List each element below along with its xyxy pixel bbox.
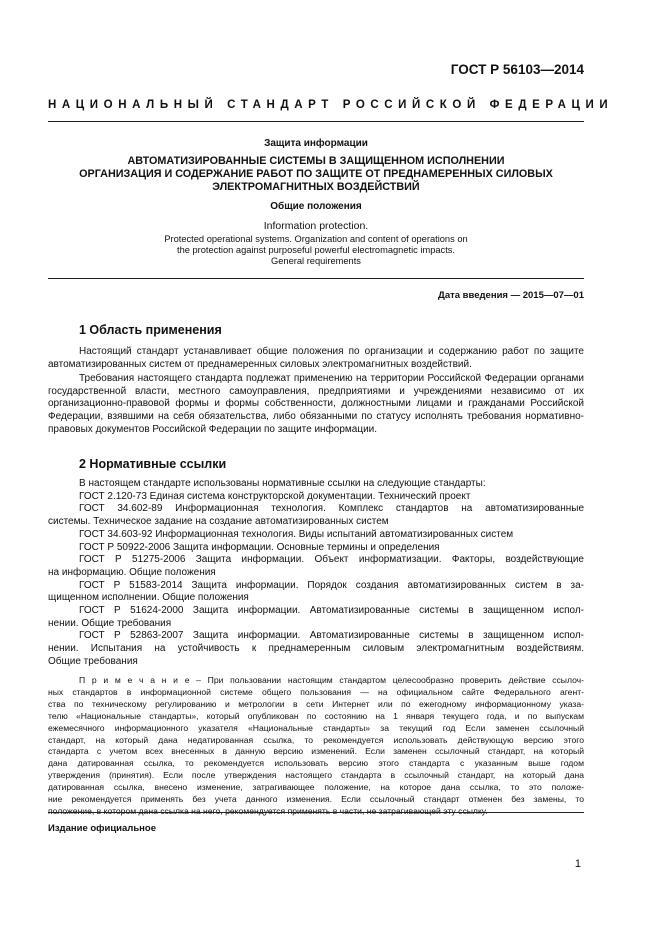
note-line: стандарта с учетом всех внесенных в данную версию изменений. Если заменен ссылочный стандарт, на который [48,746,584,757]
reference-line: Общие требования [48,655,138,667]
note-line: ства по техническому регулированию и метрологии в сети Интернет или по ежегодному информационному указа- [48,698,584,709]
reference-line: ГОСТ 2.120-73 Единая система конструкторской документации. Технический проект [79,490,471,502]
english-title-line-1: Information protection. [263,220,369,232]
note-line: датированная ссылка, внесено изменение, затрагивающее положение, на которое дана ссылка, то это положе- [48,782,584,793]
note-line: дана датированная ссылка, то рекомендуется использовать версию этого стандарта с указанным выше годом [48,758,584,769]
reference-line: нении. Общие требования [48,617,172,629]
reference-line: ГОСТ 34.603-92 Информационная технология. Виды испытаний автоматизированных систем [79,528,514,540]
reference-line: системы. Техническое задание на создание автоматизированных систем [48,516,389,528]
doc-number: ГОСТ Р 56103—2014 [450,62,584,77]
edition-label: Издание официальное [48,823,156,834]
reference-line: ГОСТ Р 52863-2007 Защита информации. Автоматизированные системы в защищенном испол- [79,630,584,642]
english-title-line-3: the protection against purposeful powerful electromagnetic impacts. [176,245,456,255]
note-line: стандарт, на который дана недатированная ссылка, то рекомендуется использовать действующую версию этого [48,734,584,745]
national-standard-banner: НАЦИОНАЛЬНЫЙ СТАНДАРТ РОССИЙСКОЙ ФЕДЕРАЦИИ [48,99,614,111]
note-line: ных стандартов в информационной системе общего пользования — на официальном сайте Федерального агент- [48,686,584,697]
reference-line: ГОСТ Р 51583-2014 Защита информации. Порядок создания автоматизированных систем в за- [79,579,584,591]
reference-line: ГОСТ Р 51275-2006 Защита информации. Объект информатизации. Факторы, воздействующие [79,554,584,566]
note-line: ежемесячного информационного указателя «Национальные стандарты» за текущий год Если заменен ссылочный [48,722,584,733]
reference-line: нении. Испытания на устойчивость к преднамеренным силовым электромагнитным воздействиям. [48,643,584,655]
header-rule [48,121,584,122]
note-line: положение, в котором дана ссылка на него, рекомендуется применять в части, не затрагивающей эту ссылку. [48,805,488,816]
page-number: 1 [574,858,581,870]
title-main-line-2: ОРГАНИЗАЦИЯ И СОДЕРЖАНИЕ РАБОТ ПО ЗАЩИТЕ ОТ ПРЕДНАМЕРЕННЫХ СИЛОВЫХ [79,168,553,180]
title-category: Защита информации [264,138,368,149]
section-1-paragraph-1: Настоящий стандарт устанавливает общие положения по организации и содержанию работ по защите автоматизированных систем от преднамеренных силовых электромагнитных воздействий. [48,346,584,370]
title-subtitle: Общие положения [270,201,362,212]
reference-note [48,675,584,818]
section-2-heading: 2 Нормативные ссылки [79,457,227,471]
title-main-line-1: АВТОМАТИЗИРОВАННЫЕ СИСТЕМЫ В ЗАЩИЩЕННОМ ИСПОЛНЕНИИ [127,155,505,167]
title-rule [48,278,584,279]
note-line: ние рекомендуется применять без учета данного изменения. Если ссылочный стандарт отменен без замены, то [48,794,584,805]
reference-line: ГОСТ Р 51624-2000 Защита информации. Автоматизированные системы в защищенном испол- [79,605,584,616]
section-1-heading: 1 Область применения [79,323,222,337]
english-title-line-4: General requirements [271,256,361,266]
section-1-paragraph-2: Требования настоящего стандарта подлежат применению на территории Российской Федерации органами государственной власти, местного самоуправления, предприятиями и учреждениями независимо от их организационно-правовой формы и формы собственности, должностными лицами и гражданами Российской Федерации, взявшими на себя обязательства, либо обязанными по статусу исполнять требования нормативно-правовых документов Российской Федерации по защите информации. [48,373,584,435]
reference-line: ГОСТ Р 50922-2006 Защита информации. Основные термины и определения [79,541,440,553]
note-line: телю «Национальные стандарты», который опубликован по состоянию на 1 января текущего года, и по выпускам [48,710,584,721]
title-main-line-3: ЭЛЕКТРОМАГНИТНЫХ ВОЗДЕЙСТВИЙ [212,181,420,193]
reference-line: на информацию. Общие положения [48,566,216,578]
footer-rule [48,812,584,813]
note-line: П р и м е ч а н и е – При пользовании настоящим стандартом целесообразно проверить действие ссылоч- [79,675,584,685]
reference-line: щищенном исполнении. Общие положения [48,592,249,604]
reference-line: В настоящем стандарте использованы нормативные ссылки на следующие стандарты: [79,478,486,489]
intro-date: Дата введения — 2015—07—01 [438,290,584,301]
reference-line: ГОСТ 34.602-89 Информационная технология. Комплекс стандартов на автоматизированные [79,503,584,515]
note-line: утверждения (принятия). Если после утверждения настоящего стандарта в ссылочный стандарт, на который дана [48,770,584,781]
english-title-line-2: Protected operational systems. Organization and content of operations on [164,234,468,244]
